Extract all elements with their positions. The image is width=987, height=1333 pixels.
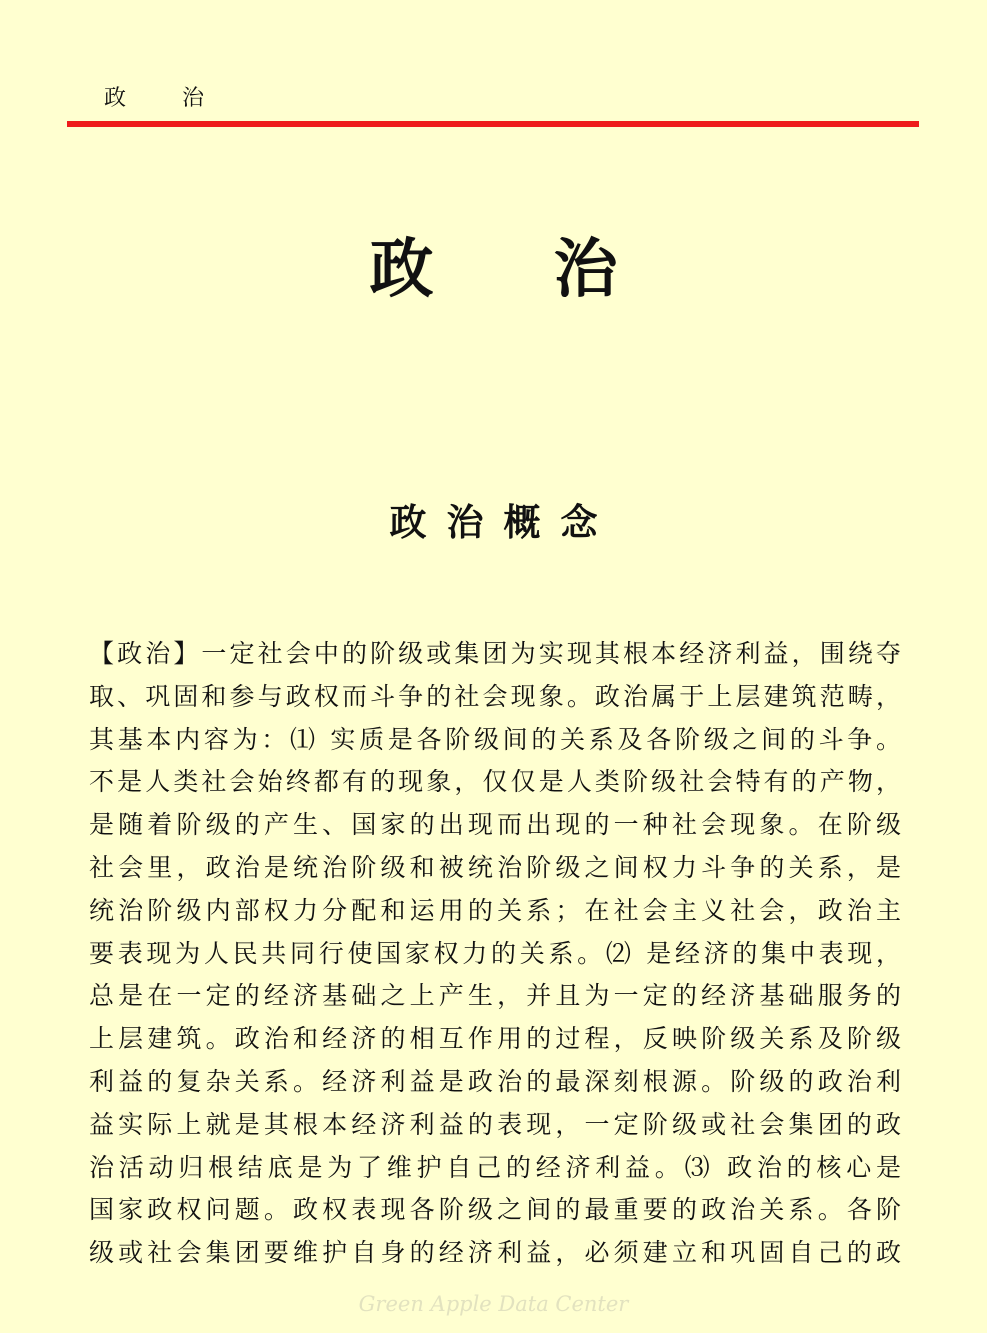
watermark: Green Apple Data Center: [358, 1292, 629, 1316]
entry-line: 治活动归根结底是为了维护自己的经济利益。⑶ 政治的核心是: [89, 1152, 901, 1182]
running-header: 政治: [104, 86, 261, 111]
entry-line: 利益的复杂关系。经济利益是政治的最深刻根源。阶级的政治利: [89, 1066, 901, 1096]
entry-line: 级或社会集团要维护自身的经济利益，必须建立和巩固自己的政: [89, 1238, 901, 1268]
entry-line: 国家政权问题。政权表现各阶级之间的最重要的政治关系。各阶: [89, 1195, 901, 1225]
entry-line: 上层建筑。政治和经济的相互作用的过程，反映阶级关系及阶级: [89, 1024, 901, 1054]
entry-line: 益实际上就是其根本经济利益的表现，一定阶级或社会集团的政: [89, 1109, 901, 1139]
entry-line: 其基本内容为：⑴ 实质是各阶级间的关系及各阶级之间的斗争。: [89, 724, 901, 754]
entry-line: 取、巩固和参与政权而斗争的社会现象。政治属于上层建筑范畴，: [89, 681, 901, 711]
entry-line: 是随着阶级的产生、国家的出现而出现的一种社会现象。在阶级: [89, 810, 901, 840]
entry-line: 统治阶级内部权力分配和运用的关系；在社会主义社会，政治主: [89, 895, 901, 925]
entry-line: 社会里，政治是统治阶级和被统治阶级之间权力斗争的关系，是: [89, 852, 901, 882]
entry-line: 不是人类社会始终都有的现象，仅仅是人类阶级社会特有的产物，: [89, 767, 901, 797]
entry-line: 【政治】一定社会中的阶级或集团为实现其根本经济利益，围绕夺: [89, 639, 901, 668]
header-rule: [67, 121, 919, 127]
entry-text: [89, 633, 901, 1275]
entry-line: 要表现为人民共同行使国家权力的关系。⑵ 是经济的集中表现，: [89, 938, 901, 968]
chapter-title: 政治: [369, 233, 738, 307]
section-title: 政治概念: [389, 501, 618, 544]
entry-line: 总是在一定的经济基础之上产生，并且为一定的经济基础服务的: [89, 981, 901, 1011]
